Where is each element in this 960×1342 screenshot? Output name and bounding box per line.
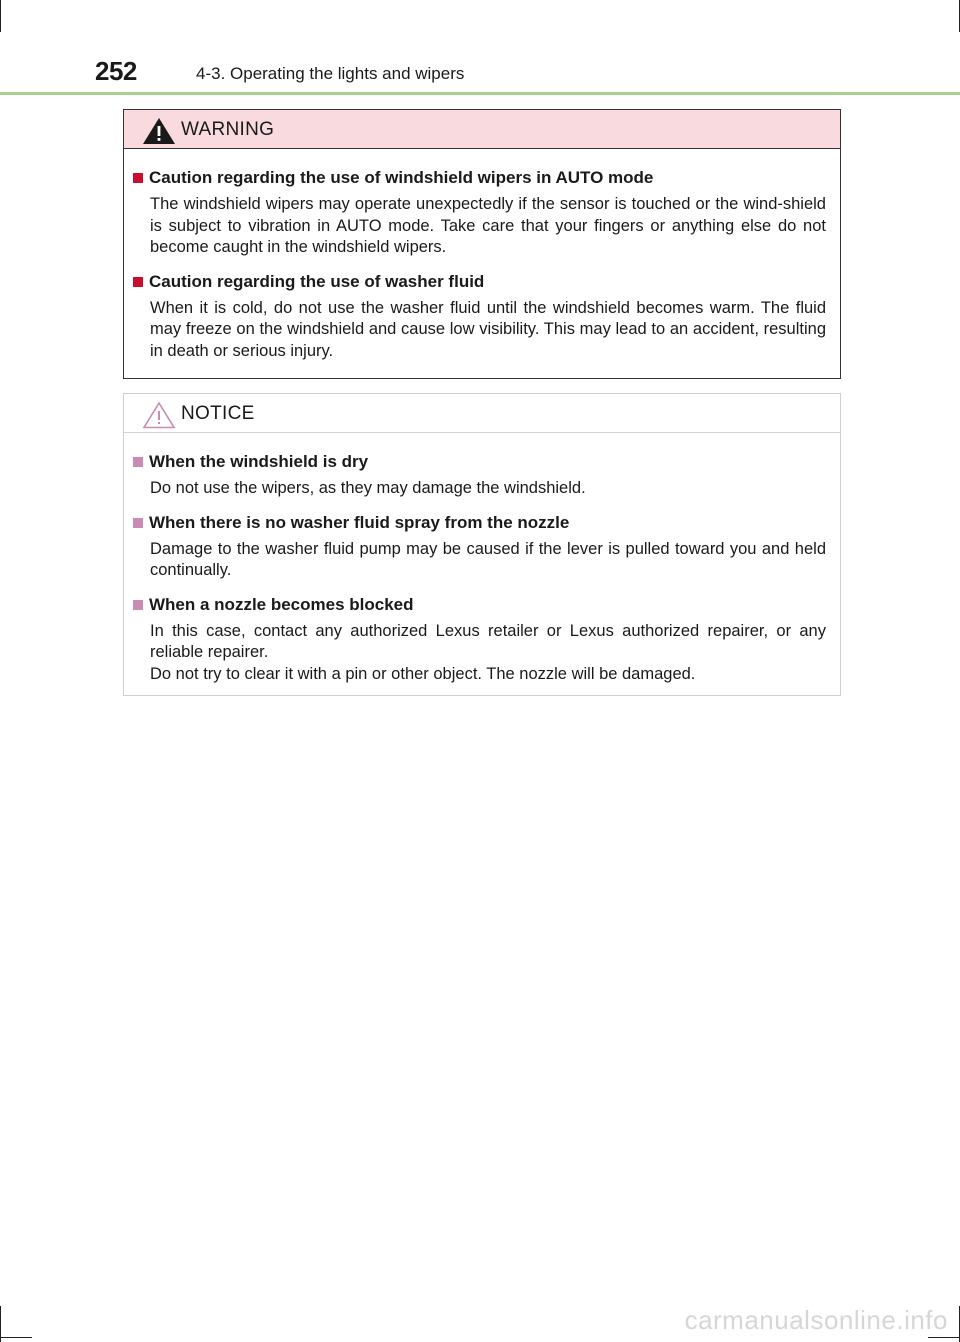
warning-triangle-icon xyxy=(142,117,176,145)
section-title: 4-3. Operating the lights and wipers xyxy=(196,64,465,83)
notice-item-text: Do not use the wipers, as they may damage the windshield. xyxy=(150,479,586,497)
warning-box xyxy=(123,109,841,379)
warning-header xyxy=(124,110,840,149)
notice-item-title: When a nozzle becomes blocked xyxy=(149,594,414,614)
notice-item xyxy=(133,450,826,500)
crop-mark-bottom-right-h xyxy=(928,1337,960,1338)
square-bullet-icon xyxy=(133,457,143,467)
warning-item-text: When it is cold, do not use the washer fluid until the windshield becomes warm. The fluid may freeze on the windshield and cause low visibility. This may lead to an accident, resulting in death or serious injury. xyxy=(150,298,826,360)
warning-body xyxy=(124,149,840,362)
watermark: carmanualsonline.info xyxy=(684,1305,948,1335)
notice-item-text-group xyxy=(133,621,826,686)
square-bullet-icon xyxy=(133,600,143,610)
crop-mark-top-left xyxy=(0,0,1,32)
square-bullet-icon xyxy=(133,277,143,287)
warning-item-title: Caution regarding the use of windshield wipers in AUTO mode xyxy=(149,168,654,187)
notice-box xyxy=(123,393,841,696)
page-number: 252 xyxy=(95,56,137,86)
notice-header xyxy=(124,394,840,433)
notice-item-text: Damage to the washer fluid pump may be caused if the lever is pulled toward you and held continually. xyxy=(150,539,826,579)
warning-item-text: The windshield wipers may operate unexpectedly if the sensor is touched or the wind-shield is subject to vibration in AUTO mode. Take care that your fingers or anything else do not become caught in the windshield wipers. xyxy=(150,195,826,256)
warning-item xyxy=(133,270,826,363)
crop-mark-bottom-left-h xyxy=(0,1337,32,1338)
notice-item xyxy=(133,593,826,686)
header-divider xyxy=(0,92,960,95)
notice-item-title: When the windshield is dry xyxy=(149,452,369,471)
warning-label: WARNING xyxy=(181,119,275,140)
square-bullet-icon xyxy=(133,173,143,183)
caution-triangle-icon xyxy=(142,401,176,429)
notice-item-title: When there is no washer fluid spray from the nozzle xyxy=(149,512,570,532)
notice-label: NOTICE xyxy=(181,403,255,424)
warning-item-title: Caution regarding the use of washer fluid xyxy=(149,271,485,291)
notice-body xyxy=(124,433,840,685)
warning-item xyxy=(133,166,826,259)
notice-item xyxy=(133,511,826,582)
square-bullet-icon xyxy=(133,518,143,528)
page-header xyxy=(95,54,955,90)
notice-item-text: Do not try to clear it with a pin or other object. The nozzle will be damaged. xyxy=(150,664,696,683)
notice-item-text: In this case, contact any authorized Lexus retailer or Lexus authorized repairer, or any reliable repairer. xyxy=(150,621,826,661)
